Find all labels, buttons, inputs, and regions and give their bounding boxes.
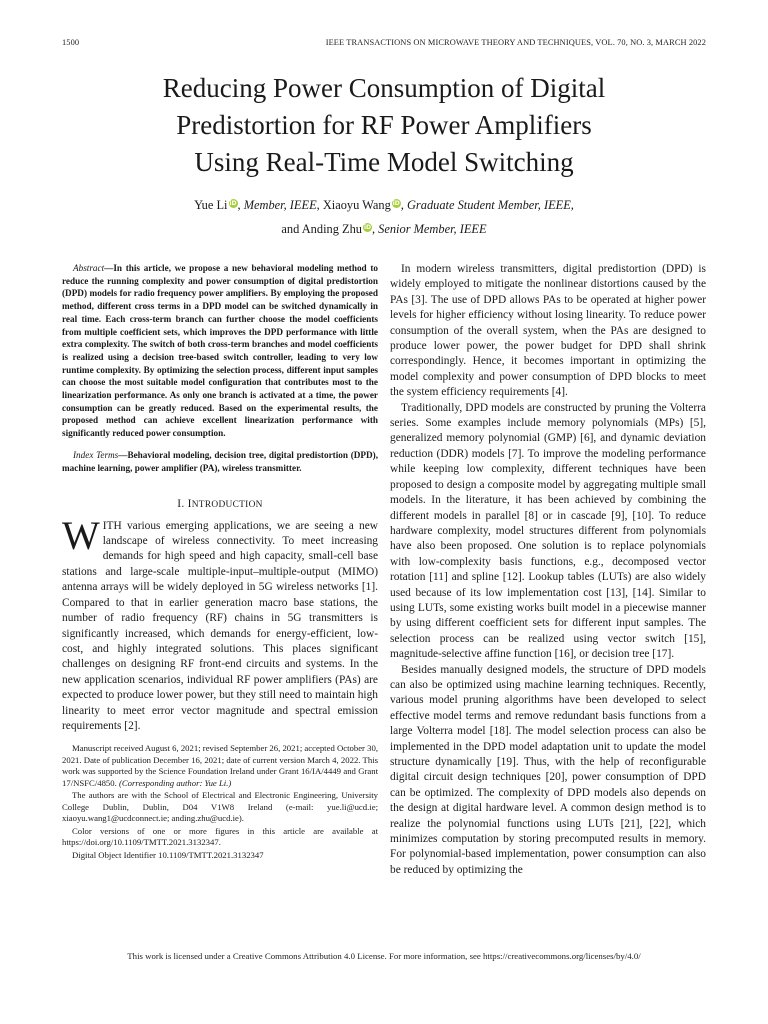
- license-notice: This work is licensed under a Creative Commons Attribution 4.0 License. For more information, see https://creativecommons.org/licenses/by/4.0/: [127, 951, 641, 961]
- index-terms-text: —Behavioral modeling, decision tree, digital predistortion (DPD), machine learning, power amplifier (PA), wireless transmitter.: [62, 449, 378, 473]
- section-numeral: I. I: [177, 498, 192, 511]
- footnotes: [62, 743, 378, 861]
- body-paragraph: Traditionally, DPD models are constructed by pruning the Volterra series. Some examples include memory polynomials (MPs) [5], generalized memory polynomial (GMP) [6], and dynamic deviation reduction (DDR) models [7]. To improve the modeling performance while keeping low complexity, different techniques have been proposed to design a composite model by aggregating multiple small models. In the literature, it has been achieved by combining the different models in parallel [8] or in cascade [9], [10]. To reduce hardware complexity, model structures different from polynomials have also been proposed. One solution is to replace polynomials with low-complexity basis functions, e.g., decomposed vector rotation [11] and spline [12]. Lookup tables (LUTs) are also widely used because of its low implementation cost [13], [14]. Similar to using LUTs, some existing works built model in a piecewise manner by using different coefficient sets for different input samples. The selection process can be realized using vector switch [15], magnitude-selective affine function [16], or decision tree [17].: [390, 401, 706, 661]
- right-column: [390, 262, 706, 878]
- author-role: , Member, IEEE: [237, 198, 317, 212]
- section-title: NTRODUCTION: [191, 500, 263, 511]
- footnote-manuscript-text: Manuscript received August 6, 2021; revised September 26, 2021; accepted October 30, 2021. Date of publication December 16, 2021; date of current version March 4, 2022. This work was supported by the Science Foundation Ireland under Grant 16/IA/4449 and Grant 17/NSFC/4850.: [62, 743, 378, 788]
- section-heading: [62, 497, 378, 513]
- orcid-icon[interactable]: iD: [363, 224, 371, 231]
- title-line-2: Predistortion for RF Power Amplifiers: [176, 110, 592, 140]
- orcid-icon[interactable]: iD: [392, 200, 400, 207]
- abstract-label: Abstract: [73, 263, 105, 273]
- footnote-doi: Digital Object Identifier 10.1109/TMTT.2021.3132347: [72, 849, 264, 860]
- author-line-1: [62, 193, 706, 217]
- index-terms: [62, 449, 378, 474]
- left-column: [62, 262, 378, 862]
- drop-cap: W: [62, 512, 100, 558]
- journal-header: IEEE TRANSACTIONS ON MICROWAVE THEORY AND TECHNIQUES, VOL. 70, NO. 3, MARCH 2022: [325, 38, 706, 47]
- corresponding-author: (Corresponding author: Yue Li.): [118, 777, 232, 788]
- title-line-1: Reducing Power Consumption of Digital: [162, 73, 606, 103]
- intro-paragraph: [62, 512, 378, 735]
- body-paragraph: Besides manually designed models, the structure of DPD models can also be optimized using machine learning techniques. Recently, various model pruning algorithms have been developed to select effective model terms and remove redundant basis functions from a large Volterra model [18]. The model selection process can also be implemented in the DPD model adaptation unit to update the model structure dynamically [19]. Thus, with the help of reconfigurable digital circuit design techniques [20], power consumption of DPD can be optimized. The complexity of DPD models also depends on the design at digital hardware level. A common design method is to realize the polynomial functions using LUTs [21], [22], which minimizes computation by storing precomputed results in memory. For polynomial-based implementation, power consumption can also be reduced by optimizing the: [390, 663, 706, 876]
- intro-text: ITH various emerging applications, we are seeing a new landscape of wireless connectivity. To meet increasing demands for high speed and high capacity, small-cell base stations and large-scale multiple-input–multiple-output (MIMO) antenna arrays will be widely deployed in 5G wireless networks [1]. Compared to that in earlier generation macro base stations, the number of radio frequency (RF) chains in 5G transmitters is significantly increased, which demands for energy-efficient, low-cost, and highly integrated solutions. This places significant challenges on designing RF front-end circuits and systems. In the new application scenarios, individual RF power amplifiers (PAs) are expected to produce lower power, but they still need to maintain high linearity to meet error vector magnitude and spectral emission requirements [2].: [62, 519, 378, 732]
- footnote-affiliation: The authors are with the School of Electrical and Electronic Engineering, University College Dublin, Dublin, D04 V1W8 Ireland (e-mail: yue.li@ucd.ie; xiaoyu.wang1@ucdconnect.ie; anding.zhu@ucd.ie).: [62, 790, 378, 824]
- author-name: , Xiaoyu Wang: [316, 198, 391, 212]
- title-line-3: Using Real-Time Model Switching: [194, 147, 574, 177]
- author-role: , Graduate Student Member, IEEE,: [400, 198, 574, 212]
- footnote-color: Color versions of one or more figures in this article are available at https://doi.org/10.1109/TMTT.2021.3132347.: [62, 825, 378, 848]
- author-role: , Senior Member, IEEE: [371, 222, 487, 236]
- author-line-2: [62, 217, 706, 241]
- page-number: 1500: [62, 38, 80, 47]
- abstract: [62, 262, 378, 440]
- body-paragraph: In modern wireless transmitters, digital predistortion (DPD) is widely employed to mitigate the nonlinear distortions caused by the PAs [3]. The use of DPD allows PAs to be operated at higher power levels for higher efficiency without losing linearity. To reduce power consumption of the overall system, when the PAs are designed to produce lower power, the power budget for DPD shall shrink correspondingly. Hence, it becomes important in optimizing the model complexity and power consumption of DPD blocks to meet the system efficiency requirements [4].: [390, 263, 706, 399]
- orcid-icon[interactable]: iD: [229, 200, 237, 207]
- author-name: Yue Li: [194, 198, 228, 212]
- article-title: [62, 70, 706, 181]
- abstract-text: —In this article, we propose a new behavioral modeling method to reduce the running complexity and power consumption of digital predistortion (DPD) models for radio frequency power amplifiers. By employing the proposed method, different cross terms in a DPD model can be switched dynamically in real time. Each cross-term branch can further choose the model coefficients from multiple coefficient sets, which improves the DPD performance with little extra complexity. The switch of both cross-term branches and model coefficients is realized using a decision tree-based switch controller, leading to very low runtime complexity. By optimizing the selection process, different input samples can choose the most suitable model configuration that contributes most to the linearization performance. As only one branch is activated at a time, the power consumption can be greatly reduced. Based on the experimental results, the proposed method can achieve excellent linearization performance with significantly reduced power consumption.: [62, 263, 378, 439]
- index-terms-label: Index Terms: [73, 449, 119, 460]
- author-list: [62, 193, 706, 241]
- footnote-manuscript: [62, 743, 378, 789]
- author-name: and Anding Zhu: [281, 222, 362, 236]
